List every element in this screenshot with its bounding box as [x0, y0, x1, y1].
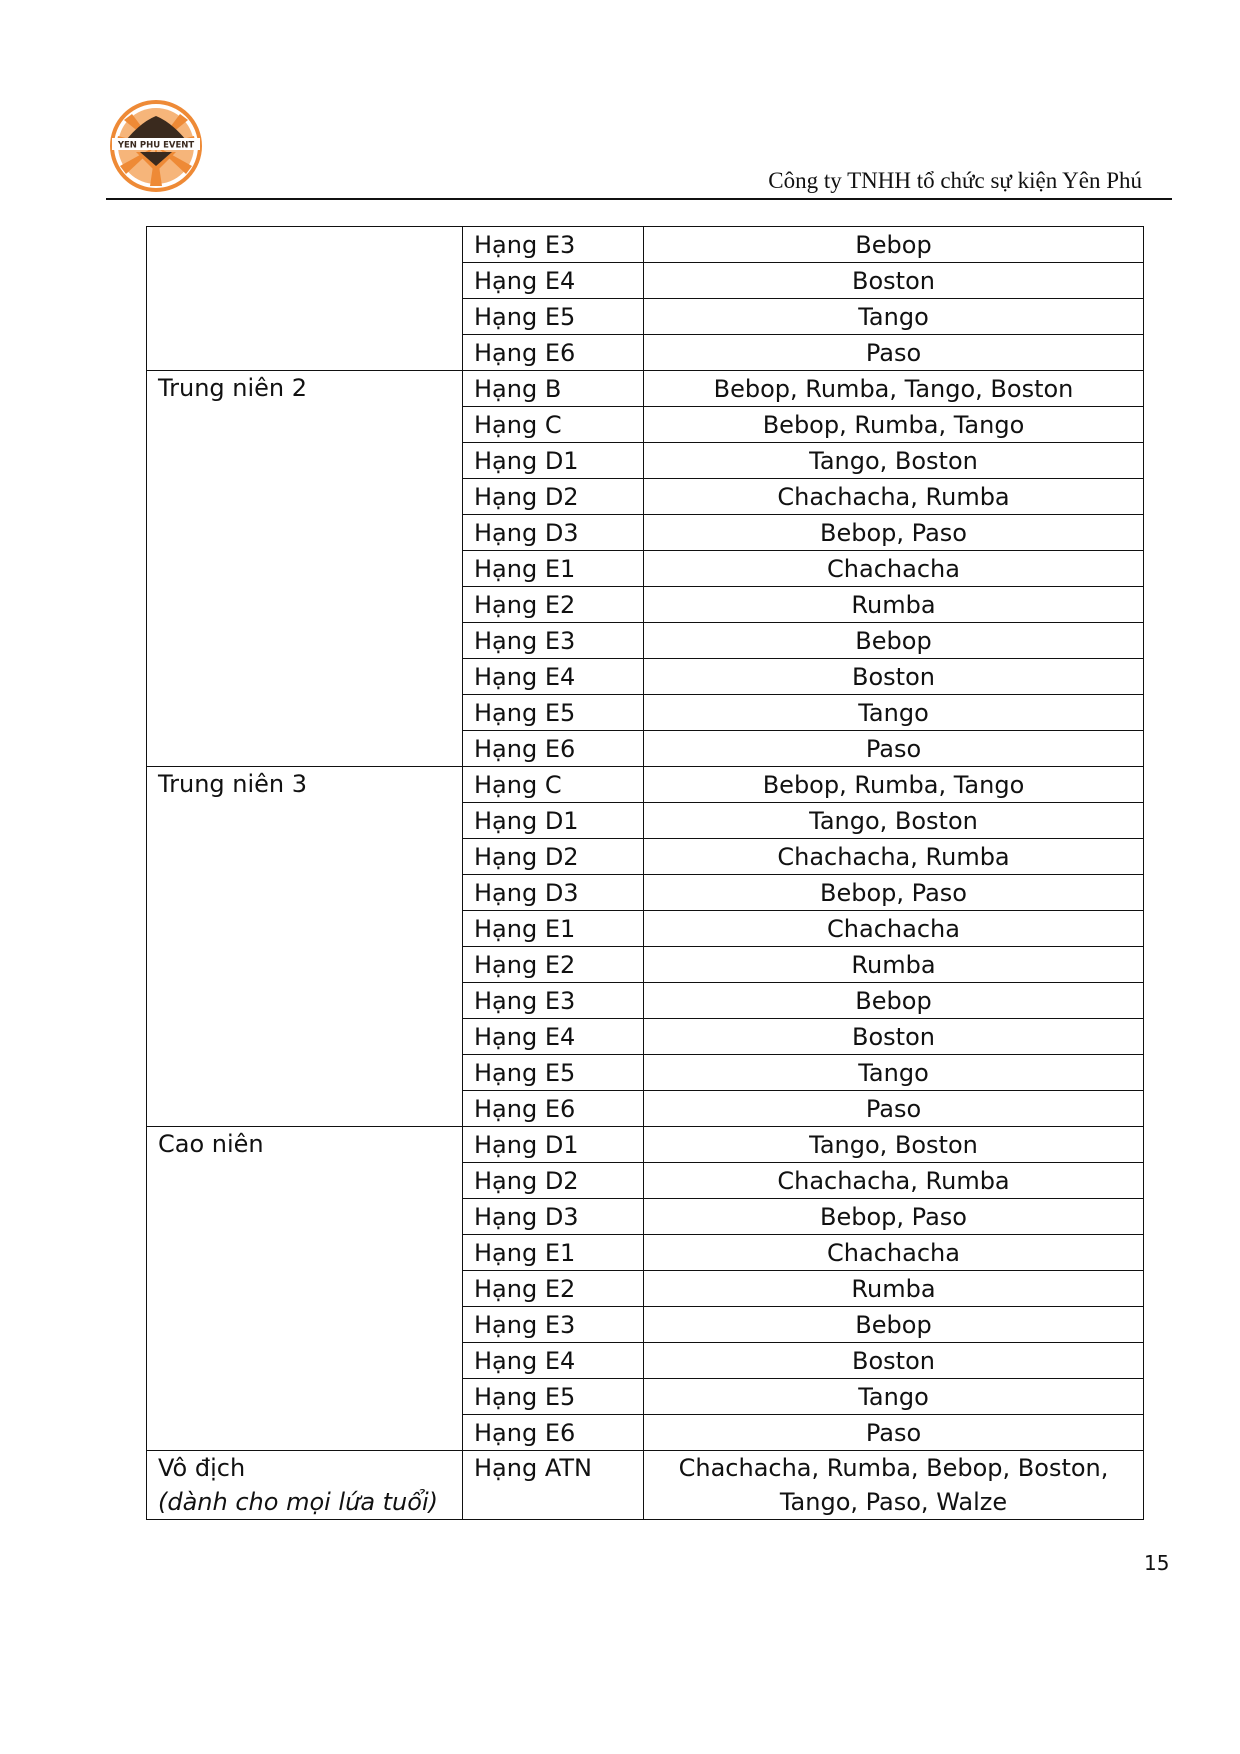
dance-cell: Paso: [644, 335, 1144, 371]
dance-cell: Chachacha: [644, 551, 1144, 587]
rank-cell: Hạng E1: [463, 551, 644, 587]
rank-cell: Hạng E2: [463, 587, 644, 623]
yen-phu-logo-icon: [106, 100, 206, 192]
rank-cell: Hạng E6: [463, 335, 644, 371]
dance-cell: [644, 1451, 1144, 1520]
header-rule: [106, 198, 1172, 200]
company-logo: [106, 100, 206, 192]
rank-cell: Hạng D3: [463, 1199, 644, 1235]
rank-cell: Hạng E4: [463, 1019, 644, 1055]
dance-line: Tango, Paso, Walze: [779, 1488, 1008, 1516]
page-header: [106, 100, 1172, 200]
dance-cell: Rumba: [644, 1271, 1144, 1307]
rank-cell: Hạng D1: [463, 443, 644, 479]
category-cell: [147, 1451, 463, 1520]
dance-cell: Chachacha, Rumba: [644, 479, 1144, 515]
rank-cell: Hạng ATN: [463, 1451, 644, 1520]
table-row: [147, 1451, 1144, 1520]
rank-cell: Hạng E5: [463, 1055, 644, 1091]
dance-cell: Rumba: [644, 947, 1144, 983]
dance-cell: Boston: [644, 1019, 1144, 1055]
category-cell: [147, 371, 463, 767]
rank-cell: Hạng E2: [463, 947, 644, 983]
rank-cell: Hạng E6: [463, 731, 644, 767]
dance-cell: Bebop: [644, 983, 1144, 1019]
dance-cell: Paso: [644, 1091, 1144, 1127]
rank-cell: Hạng C: [463, 407, 644, 443]
table-row: [147, 767, 1144, 803]
rank-cell: Hạng E4: [463, 1343, 644, 1379]
rank-cell: Hạng E3: [463, 983, 644, 1019]
dance-cell: Tango, Boston: [644, 1127, 1144, 1163]
dance-cell: Tango: [644, 299, 1144, 335]
rank-cell: Hạng E4: [463, 659, 644, 695]
table-row: [147, 227, 1144, 263]
dance-cell: Tango: [644, 1055, 1144, 1091]
category-subtitle: (dành cho mọi lứa tuổi): [158, 1488, 438, 1516]
dance-cell: Paso: [644, 731, 1144, 767]
rank-cell: Hạng E5: [463, 299, 644, 335]
dance-cell: Tango: [644, 1379, 1144, 1415]
page-number: 15: [1144, 1551, 1170, 1575]
rank-cell: Hạng E1: [463, 911, 644, 947]
rank-cell: Hạng E6: [463, 1091, 644, 1127]
dance-cell: Bebop: [644, 227, 1144, 263]
table-row: [147, 371, 1144, 407]
dance-cell: Bebop: [644, 623, 1144, 659]
dance-cell: Bebop, Rumba, Tango, Boston: [644, 371, 1144, 407]
dance-cell: Tango: [644, 695, 1144, 731]
dance-cell: Chachacha, Rumba: [644, 1163, 1144, 1199]
dance-category-table: [146, 226, 1144, 1520]
category-name: Cao niên: [158, 1130, 264, 1158]
category-name: Trung niên 2: [158, 374, 308, 402]
rank-cell: Hạng E1: [463, 1235, 644, 1271]
rank-cell: Hạng D1: [463, 803, 644, 839]
dance-cell: Bebop, Rumba, Tango: [644, 767, 1144, 803]
dance-line: Chachacha, Rumba, Bebop, Boston,: [678, 1454, 1109, 1482]
rank-cell: Hạng E3: [463, 227, 644, 263]
dance-cell: Tango, Boston: [644, 803, 1144, 839]
rank-cell: Hạng D2: [463, 479, 644, 515]
dance-cell: Bebop: [644, 1307, 1144, 1343]
rank-cell: Hạng B: [463, 371, 644, 407]
category-cell: [147, 1127, 463, 1451]
rank-cell: Hạng E5: [463, 695, 644, 731]
category-cell: [147, 227, 463, 371]
category-name: Vô địch: [158, 1454, 246, 1482]
dance-cell: Bebop, Paso: [644, 875, 1144, 911]
rank-cell: Hạng E5: [463, 1379, 644, 1415]
dance-cell: Chachacha, Rumba: [644, 839, 1144, 875]
rank-cell: Hạng E3: [463, 623, 644, 659]
dance-cell: Rumba: [644, 587, 1144, 623]
dance-cell: Bebop, Paso: [644, 515, 1144, 551]
rank-cell: Hạng D2: [463, 1163, 644, 1199]
rank-cell: Hạng D3: [463, 515, 644, 551]
dance-cell: Boston: [644, 659, 1144, 695]
dance-cell: Paso: [644, 1415, 1144, 1451]
rank-cell: Hạng E4: [463, 263, 644, 299]
rank-cell: Hạng C: [463, 767, 644, 803]
company-name: Công ty TNHH tổ chức sự kiện Yên Phú: [768, 168, 1142, 193]
rank-cell: Hạng D2: [463, 839, 644, 875]
dance-cell: Chachacha: [644, 911, 1144, 947]
category-name: Trung niên 3: [158, 770, 308, 798]
dance-cell: Bebop, Paso: [644, 1199, 1144, 1235]
rank-cell: Hạng D3: [463, 875, 644, 911]
rank-cell: Hạng D1: [463, 1127, 644, 1163]
dance-cell: Bebop, Rumba, Tango: [644, 407, 1144, 443]
category-cell: [147, 767, 463, 1127]
rank-cell: Hạng E2: [463, 1271, 644, 1307]
logo-text: YEN PHU EVENT: [117, 140, 195, 151]
table-row: [147, 1127, 1144, 1163]
rank-cell: Hạng E3: [463, 1307, 644, 1343]
dance-cell: Boston: [644, 263, 1144, 299]
dance-cell: Tango, Boston: [644, 443, 1144, 479]
dance-cell: Chachacha: [644, 1235, 1144, 1271]
dance-cell: Boston: [644, 1343, 1144, 1379]
rank-cell: Hạng E6: [463, 1415, 644, 1451]
